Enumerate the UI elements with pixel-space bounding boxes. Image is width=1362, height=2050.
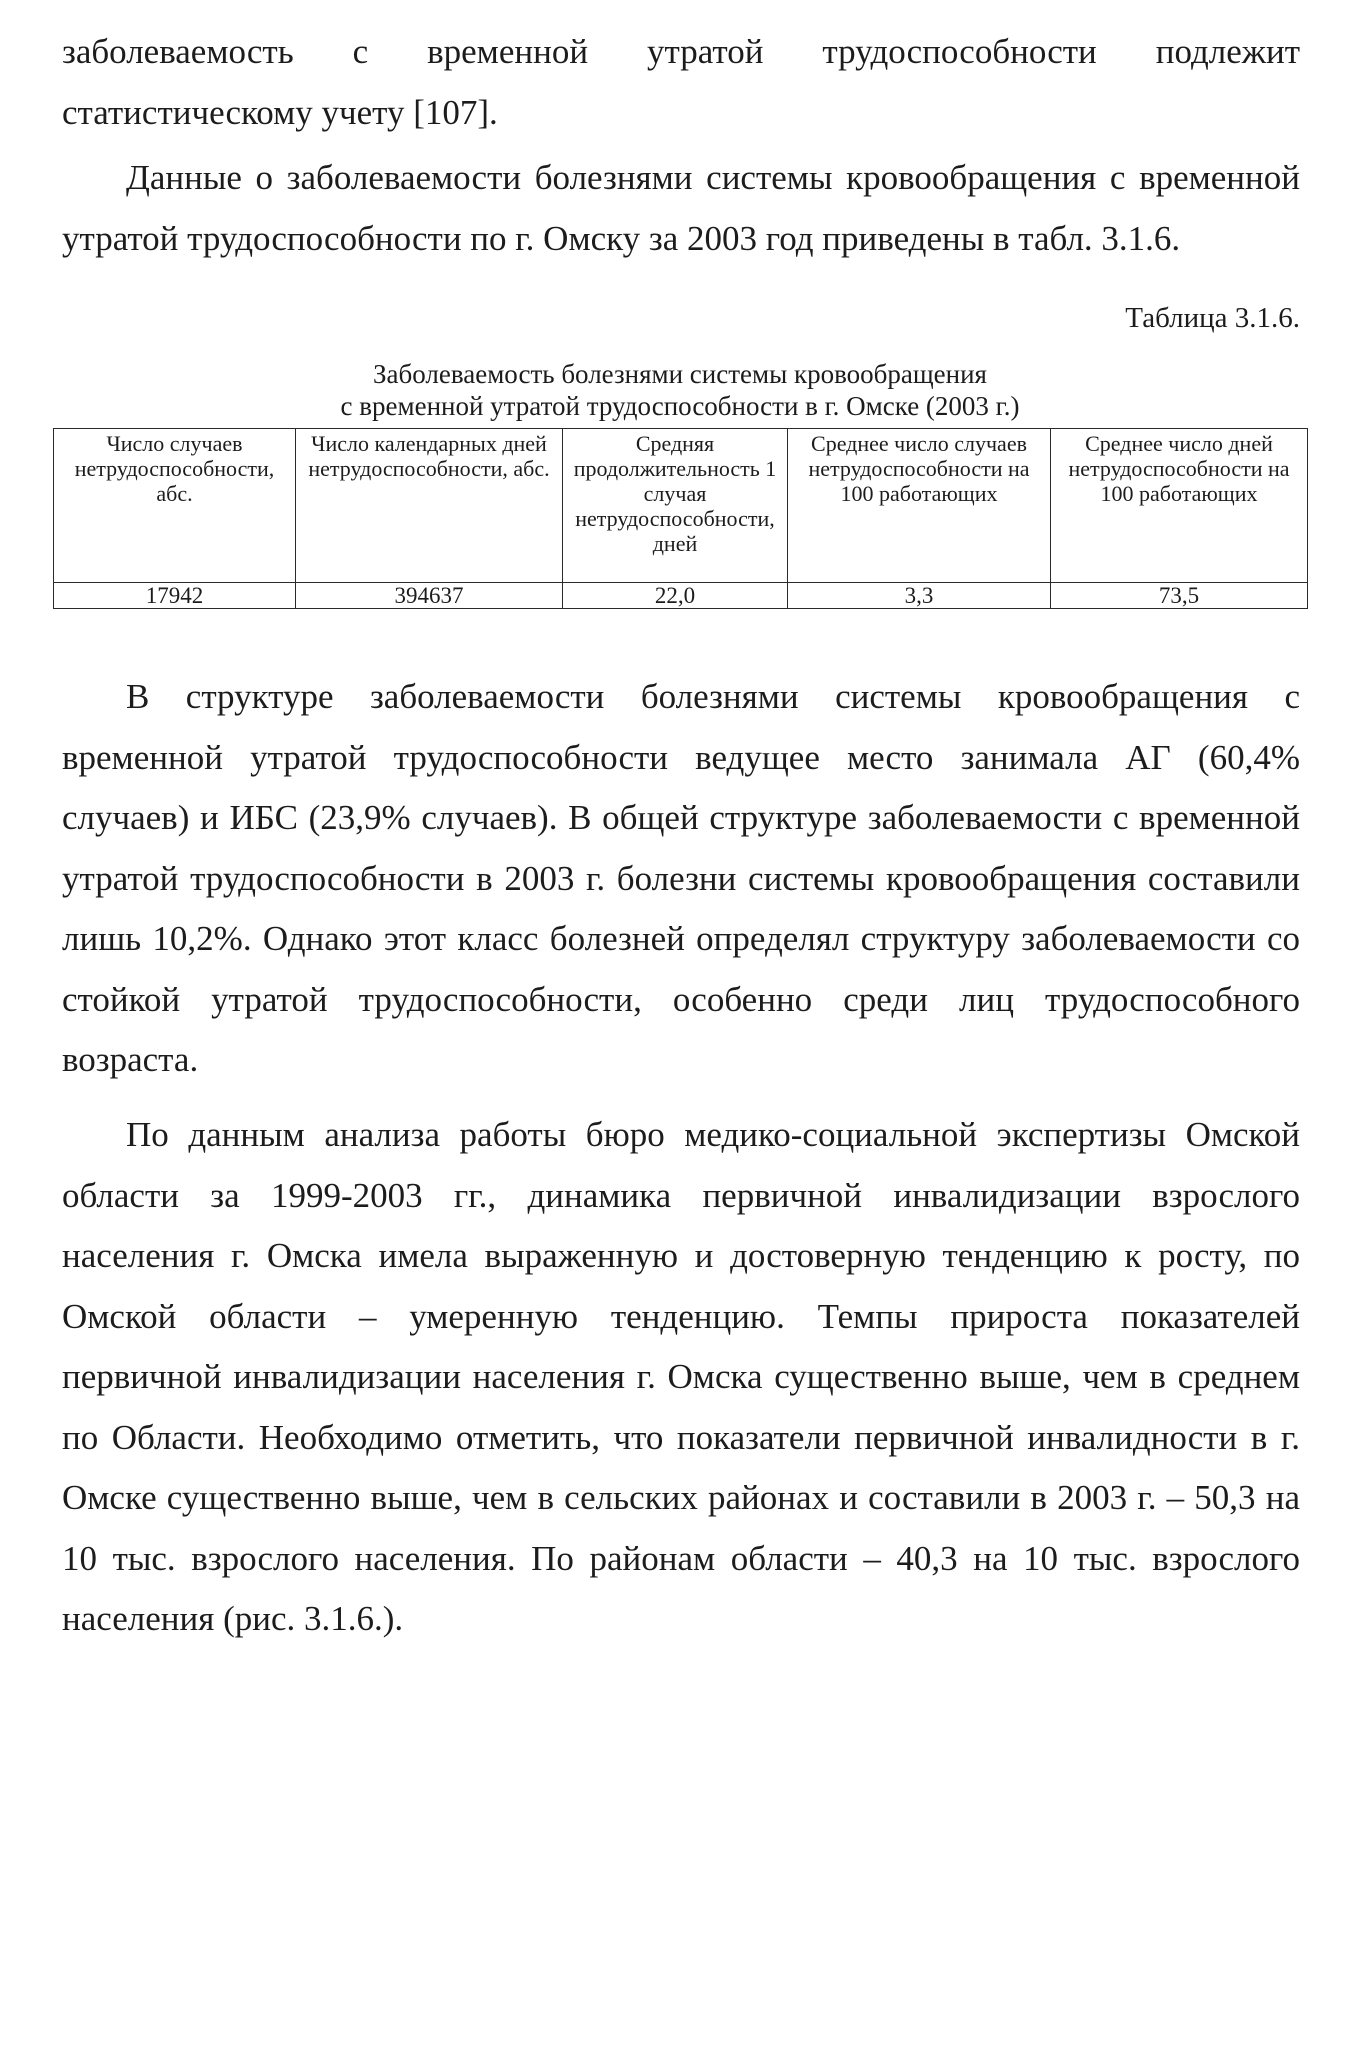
table-caption-line-2: с временной утратой трудоспособности в г. Омске (2003 г.) — [340, 391, 1020, 421]
header-days-per-100: Среднее число дней нетрудоспособности на 100 работающих — [1051, 429, 1308, 583]
cell-average-duration: 22,0 — [563, 583, 788, 609]
header-average-duration: Средняя продолжительность 1 случая нетрудоспособности, дней — [563, 429, 788, 583]
paragraph-2: Данные о заболеваемости болезнями системы кровообращения с временной утратой трудоспособности по г. Омску за 2003 год приведены в табл. 3.1.6. — [62, 158, 1300, 258]
table-number: Таблица 3.1.6. — [1125, 302, 1300, 334]
cell-days-per-100: 73,5 — [1051, 583, 1308, 609]
paragraph-3: В структуре заболеваемости болезнями системы кровообращения с временной утратой трудоспособности ведущее место занимала АГ (60,4% случаев) и ИБС (23,9% случаев). В общей структуре заболеваемости с временной утратой трудоспособности в 2003 г. болезни системы кровообращения составили лишь 10,2%. Однако этот класс болезней определял структуру заболеваемости со стойкой утратой трудоспособности, особенно среди лиц трудоспособного возраста. — [62, 677, 1300, 1079]
header-calendar-days: Число календарных дней нетрудоспособности, абс. — [296, 429, 563, 583]
paragraph-4: По данным анализа работы бюро медико-социальной экспертизы Омской области за 1999-2003 гг., динамика первичной инвалидизации взрослого населения г. Омска имела выраженную и достоверную тенденцию к росту, по Омской области – умеренную тенденцию. Темпы прироста показателей первичной инвалидизации населения г. Омска существенно выше, чем в среднем по Области. Необходимо отметить, что показатели первичной инвалидности в г. Омске существенно выше, чем в сельских районах и составили в 2003 г. – 50,3 на 10 тыс. взрослого населения. По районам области – 40,3 на 10 тыс. взрослого населения (рис. 3.1.6.). — [62, 1115, 1300, 1638]
cell-cases: 17942 — [54, 583, 296, 609]
morbidity-table — [53, 428, 1308, 609]
paragraph-1: заболеваемость с временной утратой трудоспособности подлежит статистическому учету [107]. — [62, 32, 1300, 132]
cell-cases-per-100: 3,3 — [788, 583, 1051, 609]
table-caption — [53, 358, 1307, 422]
header-cases: Число случаев нетрудоспособности, абс. — [54, 429, 296, 583]
table-caption-line-1: Заболеваемость болезнями системы кровообращения — [373, 359, 987, 389]
cell-calendar-days: 394637 — [296, 583, 563, 609]
header-cases-per-100: Среднее число случаев нетрудоспособности на 100 работающих — [788, 429, 1051, 583]
table-header-row — [54, 429, 1308, 583]
table-row — [54, 583, 1308, 609]
